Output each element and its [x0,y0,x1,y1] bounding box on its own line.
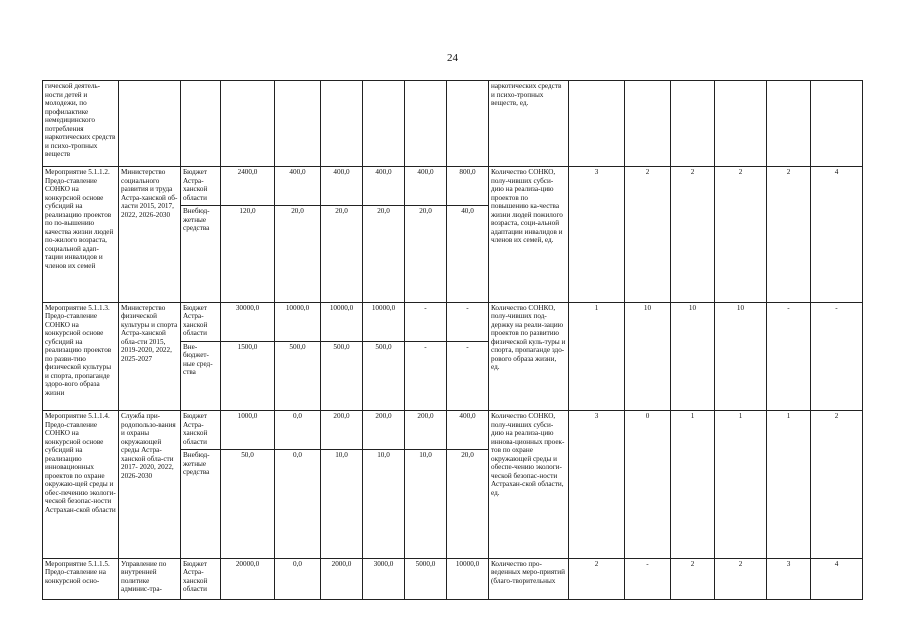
amount-cell: 20000,0 [221,558,275,599]
table-row [43,302,863,341]
table-row [43,167,863,206]
amount-cell: 2400,0 [221,167,275,206]
result-cell: 2 [671,558,715,599]
page-number: 24 [447,52,458,64]
amount-cell: 3000,0 [363,558,405,599]
result-cell [715,81,767,167]
amount-cell: - [447,341,489,411]
result-cell: 3 [767,558,811,599]
result-cell [625,81,671,167]
amount-cell: 500,0 [363,341,405,411]
amount-cell: 10,0 [363,450,405,559]
amount-cell: 200,0 [363,411,405,450]
amount-cell: - [447,302,489,341]
source-cell: Бюджет Астра-ханской области [181,411,221,450]
amount-cell: 10000,0 [447,558,489,599]
result-cell [767,81,811,167]
executor-cell: Служба при-родопользо-вания и охраны окружающей среды Астра-ханской обла-сти 2017- 2020, 2022, 2026-2030 [119,411,181,559]
indicator-cell: Количество про-веденных меро-приятий (благо-творительных [489,558,569,599]
amount-cell: 10000,0 [275,302,321,341]
executor-cell [119,81,181,167]
result-cell: 4 [811,167,863,302]
result-cell: 10 [625,302,671,411]
amount-cell: 400,0 [321,167,363,206]
event-cell: Мероприятие 5.1.1.2. Предо-ставление СОНКО на конкурсной основе субсидий на реализацию проектов по по-вышению качества жизни людей по-жилого возраста, социальной адап-тации инвалидов и членов их семей [43,167,119,302]
result-cell [811,81,863,167]
indicator-cell: Количество СОНКО, полу-чивших под-держку на реали-зацию проектов по развитию физической куль-туры и спорта, пропаганде здо-рового образа жизни, ед. [489,302,569,411]
amount-cell: 1500,0 [221,341,275,411]
executor-cell: Министерство социального развития и труда Астра-ханской об-ласти 2015, 2017, 2022, 2026-2030 [119,167,181,302]
amount-cell: 800,0 [447,167,489,206]
amount-cell: 50,0 [221,450,275,559]
amount-cell: 400,0 [405,167,447,206]
amount-cell: 20,0 [405,206,447,302]
amount-cell: 5000,0 [405,558,447,599]
source-cell: Бюджет Астра-ханской области [181,167,221,206]
result-cell: 2 [671,167,715,302]
source-cell: Внебюд-жетные средства [181,206,221,302]
amount-cell: 200,0 [405,411,447,450]
indicator-cell: наркотических средств и психо-тропных веществ, ед. [489,81,569,167]
result-cell: 3 [569,411,625,559]
amount-cell: - [405,302,447,341]
result-cell: 1 [569,302,625,411]
event-cell: Мероприятие 5.1.1.5. Предо-ставление на конкурсной осно- [43,558,119,599]
result-cell: 1 [767,411,811,559]
amount-cell: 20,0 [275,206,321,302]
result-cell: 10 [671,302,715,411]
result-cell: - [767,302,811,411]
amount-cell: 30000,0 [221,302,275,341]
indicator-cell: Количество СОНКО, полу-чивших субси-дию на реализа-цию проектов по повышению ка-чества жизни людей пожилого возраста, соци-альной адаптации инвалидов и членов их семей, ед. [489,167,569,302]
amount-cell: - [405,341,447,411]
result-cell: 3 [569,167,625,302]
table-row [43,558,863,599]
amount-cell: 10000,0 [321,302,363,341]
event-cell: Мероприятие 5.1.1.4. Предо-ставление СОНКО на конкурсной основе субсидий на реализацию инновационных проектов по охране окружаю-щей среды и обес-печению экологи-ческой безопас-ности Астрахан-ской области [43,411,119,559]
amount-cell: 40,0 [447,206,489,302]
program-table [42,80,863,600]
result-cell: - [811,302,863,411]
result-cell: 0 [625,411,671,559]
indicator-cell: Количество СОНКО, полу-чивших субси-дию на реализа-цию иннова-ционных проек-тов по охране окружающей среды и обеспе-чению экологи-ческой безопас-ности Астрахан-ской области, ед. [489,411,569,559]
result-cell: 2 [767,167,811,302]
result-cell [671,81,715,167]
result-cell: 4 [811,558,863,599]
amount-cell: 200,0 [321,411,363,450]
table-row [43,411,863,450]
amount-cell: 400,0 [363,167,405,206]
amount-cell: 500,0 [321,341,363,411]
result-cell: 1 [671,411,715,559]
result-cell [569,81,625,167]
amount-cell: 20,0 [447,450,489,559]
amount-cell: 500,0 [275,341,321,411]
source-cell: Бюджет Астра-ханской области [181,558,221,599]
amount-cell: 10,0 [321,450,363,559]
source-cell: Внебюд-жетные средства [181,450,221,559]
amount-cell: 20,0 [363,206,405,302]
result-cell: 10 [715,302,767,411]
amount-cell: 400,0 [275,167,321,206]
result-cell: 2 [569,558,625,599]
amount-cell: 0,0 [275,558,321,599]
amount-cell: 400,0 [447,411,489,450]
result-cell: 1 [715,411,767,559]
result-cell: 2 [625,167,671,302]
amount-cell: 10000,0 [363,302,405,341]
amount-cell: 2000,0 [321,558,363,599]
result-cell: 2 [715,167,767,302]
executor-cell: Управление по внутренней политике админис-тра- [119,558,181,599]
event-cell: Мероприятие 5.1.1.3. Предо-ставление СОНКО на конкурсной основе субсидий на реализацию проектов по разви-тию физической культуры и спорта, пропаганде здоро-вого образа жизни [43,302,119,411]
result-cell: 2 [715,558,767,599]
amount-cell: 20,0 [321,206,363,302]
amount-cell: 0,0 [275,411,321,450]
source-cell: Вне-бюджет-ные сред-ства [181,341,221,411]
amount-cell: 0,0 [275,450,321,559]
source-cell: Бюджет Астра-ханской области [181,302,221,341]
event-cell: гической деятель-ности детей и молодежи, по профилактике немедицинского потребления наркотических средств и психо-тропных веществ [43,81,119,167]
executor-cell: Министерство физической культуры и спорта Астра-ханской обла-сти 2015, 2019-2020, 2022, 2025-2027 [119,302,181,411]
result-cell: - [625,558,671,599]
amount-cell: 10,0 [405,450,447,559]
result-cell: 2 [811,411,863,559]
amount-cell: 120,0 [221,206,275,302]
table-row [43,81,863,167]
amount-cell: 1000,0 [221,411,275,450]
